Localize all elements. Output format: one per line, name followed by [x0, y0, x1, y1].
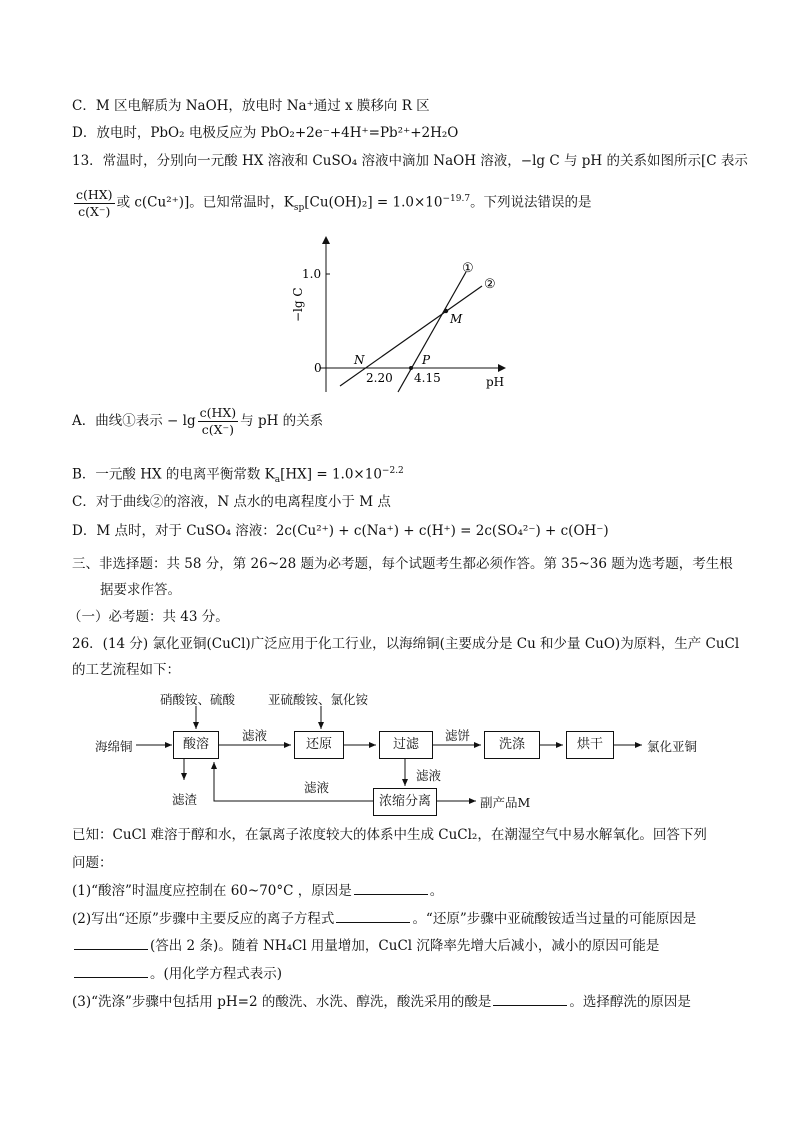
q13-stem-text-b: [Cu(OH)₂] = 1.0×10 — [304, 194, 443, 211]
fraction-numerator: c(HX) — [76, 186, 113, 202]
q13-option-c: C．对于曲线②的溶液，N 点水的电离程度小于 M 点 — [72, 494, 391, 510]
part2-text-b: 。“还原”步骤中亚硫酸铵适当过量的可能原因是 — [412, 911, 697, 927]
q13-stem-text-c: 。下列说法错误的是 — [470, 194, 592, 211]
byproduct-m: 副产品M — [480, 795, 531, 810]
answer-blank[interactable] — [74, 965, 148, 978]
part1-text: (1)“酸溶”时温度应控制在 60~70°C ，原因是 — [72, 883, 352, 899]
part3-text: (3)“洗涤”步骤中包括用 pH=2 的酸洗、水洗、醇洗，酸洗采用的酸是 — [72, 994, 492, 1010]
q26-part1 — [72, 882, 443, 900]
final-product: 氯化亚铜 — [647, 739, 698, 754]
option-b-prefix: B．一元酸 HX 的电离平衡常数 K — [72, 466, 275, 483]
section3-subheading: （一）必考题：共 43 分。 — [68, 609, 229, 625]
fraction-denominator: c(X⁻) — [201, 422, 235, 437]
step-acid-dissolve: 酸溶 — [173, 731, 219, 759]
fraction-numerator: c(HX) — [199, 405, 237, 420]
q12-option-d: D．放电时，PbO₂ 电极反应为 PbO₂+2e⁻+4H⁺=Pb²⁺+2H₂O — [72, 125, 459, 141]
q26-known-line2: 问题： — [72, 855, 113, 871]
q13-stem-line1: 13．常温时，分别向一元酸 HX 溶液和 CuSO₄ 溶液中滴加 NaOH 溶液，−lg C 与 pH 的关系如图所示[C 表示 — [72, 153, 748, 169]
q26-part3 — [72, 993, 691, 1011]
step-drying: 烘干 — [566, 731, 614, 759]
q26-part2 — [72, 910, 696, 928]
answer-blank[interactable] — [354, 882, 428, 895]
option-b-middle: [HX] = 1.0×10 — [280, 466, 382, 483]
start-material: 海绵铜 — [95, 739, 133, 754]
ytick-1-label: 1.0 — [302, 267, 322, 281]
ka-subscript: a — [274, 475, 281, 486]
step-concentrate-separate: 浓缩分离 — [373, 788, 437, 816]
step-washing: 洗涤 — [484, 731, 540, 759]
option-a-prefix: A．曲线①表示 − lg — [72, 413, 196, 429]
ksp-exponent: −19.7 — [442, 194, 471, 204]
q26-part2-line3 — [72, 965, 282, 983]
part3-text-b: 。选择醇洗的原因是 — [569, 994, 691, 1010]
fraction-denominator: c(X⁻) — [78, 203, 111, 219]
curve-2-label: ② — [484, 277, 496, 292]
x-n-label: 2.20 — [366, 371, 393, 385]
section3-line1: 三、非选择题：共 58 分，第 26~28 题为必考题，每个试题考生都必须作答。第 35~36 题为选考题，考生根 — [72, 556, 733, 572]
ka-exponent: −2.2 — [381, 466, 404, 476]
point-n-label: N — [354, 353, 365, 367]
q26-stem-line1: 26．(14 分) 氯化亚铜(CuCl)广泛应用于化工行业，以海绵铜(主要成分是 Cu 和少量 CuO)为原料，生产 CuCl — [72, 636, 740, 652]
reagent-1: 硝酸铵、硫酸 — [160, 692, 236, 707]
point-m-label: M — [450, 312, 463, 326]
q26-known-line1: 已知：CuCl 难溶于醇和水，在氯离子浓度较大的体系中生成 CuCl₂，在潮湿空气中易水解氧化。回答下列 — [72, 827, 707, 843]
q13-option-d: D．M 点时，对于 CuSO₄ 溶液：2c(Cu²⁺) + c(Na⁺) + c(H⁺) = 2c(SO₄²⁻) + c(OH⁻) — [72, 523, 609, 539]
answer-blank[interactable] — [336, 910, 410, 923]
option-a-suffix: 与 pH 的关系 — [240, 413, 324, 429]
reagent-2: 亚硫酸铵、氯化铵 — [268, 692, 369, 707]
filtrate-recycle: 滤液 — [304, 780, 330, 795]
y-axis-label: −lg C — [291, 287, 305, 322]
q12-option-c: C．M 区电解质为 NaOH，放电时 Na⁺通过 x 膜移向 R 区 — [72, 98, 430, 114]
answer-blank[interactable] — [493, 993, 567, 1006]
filter-cake: 滤饼 — [445, 728, 471, 743]
x-axis-label: pH — [486, 375, 505, 389]
curve-1-label: ① — [462, 261, 474, 276]
point-p-label: P — [422, 353, 431, 367]
origin-label: 0 — [314, 361, 322, 375]
q26-part2-line2 — [72, 937, 659, 955]
part2-text: (2)写出“还原”步骤中主要反应的离子方程式 — [72, 911, 335, 927]
q13-stem-text-a: 或 c(Cu²⁺)]。已知常温时，K — [116, 194, 294, 211]
filter-residue: 滤渣 — [172, 792, 198, 807]
answer-blank[interactable] — [74, 937, 148, 950]
section3-line2: 据要求作答。 — [100, 582, 181, 598]
part2-text-c: (答出 2 条)。随着 NH₄Cl 用量增加，CuCl 沉降率先增大后减小，减小的原因可能是 — [150, 938, 660, 954]
filtrate-1: 滤液 — [242, 728, 268, 743]
x-p-label: 4.15 — [414, 371, 441, 385]
step-filtration: 过滤 — [379, 731, 433, 759]
part1-end: 。 — [429, 883, 444, 899]
step-reduction: 还原 — [294, 731, 344, 759]
ksp-subscript: sp — [293, 203, 305, 214]
part2-text-d: 。(用化学方程式表示) — [150, 966, 283, 982]
filtrate-3: 滤液 — [416, 768, 442, 783]
q26-stem-line2: 的工艺流程如下： — [72, 662, 180, 678]
